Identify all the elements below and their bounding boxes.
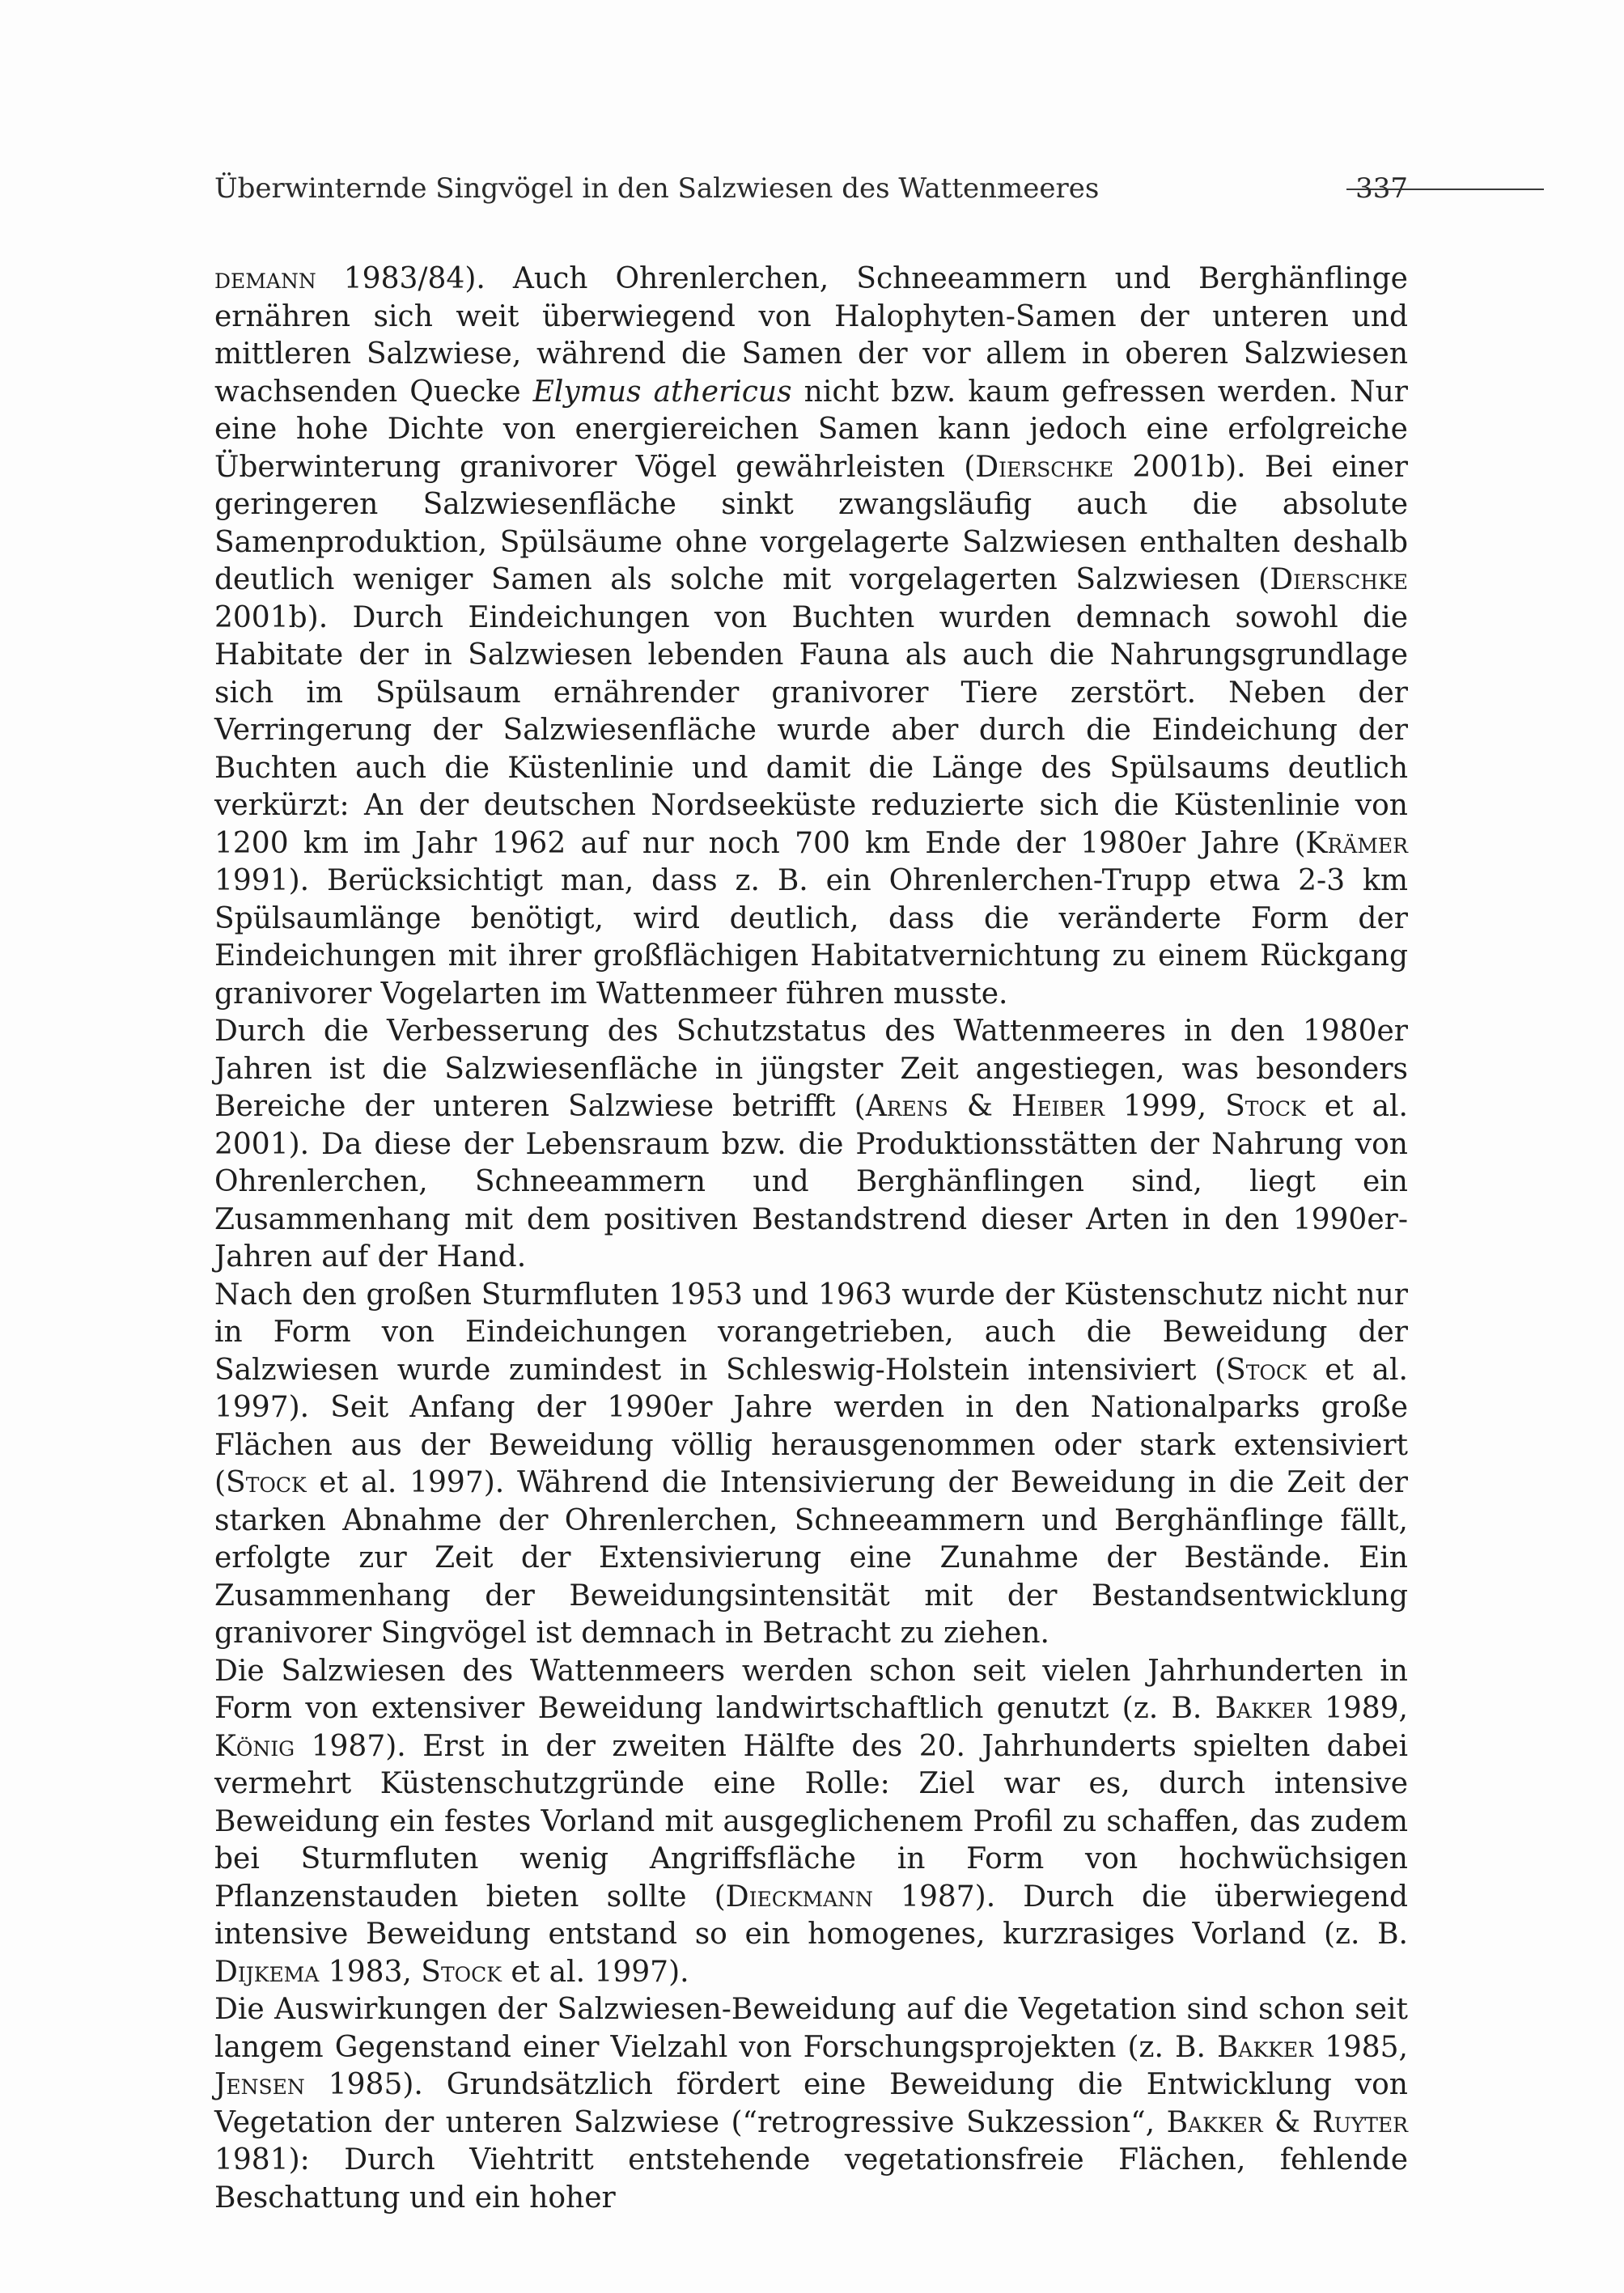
running-header [214,168,1408,209]
paragraph-text: Die Salzwiesen des Wattenmeers werden schon seit vielen Jahrhunderten in Form von extensiver Beweidung landwirtschaftlich genutzt (z. B. [214,1654,1408,1725]
author-citation: Stock [421,1955,502,1989]
paragraph-text: nicht bzw. kaum gefressen werden. Nur eine hohe Dichte von energiereichen Samen kann jedoch eine erfolgreiche Überwinterung granivorer Vögel gewährleisten ( [214,375,1408,484]
body-text [214,261,1408,2217]
paragraph-text: & [948,1090,1011,1123]
paragraph-text: et al. 1997). Seit Anfang der 1990er Jahre werden in den Nationalparks große Flächen aus der Beweidung völlig herausgenommen oder stark extensiviert ( [214,1353,1408,1499]
paragraph-text: 2001b). Durch Eindeichungen von Buchten wurden demnach sowohl die Habitate der in Salzwiesen lebenden Fauna als auch die Nahrungsgrundlage sich im Spülsaum ernährender granivorer Tiere zerstört. Neben der Verringerung der Salzwiesenfläche wurde aber durch die Eindeichung der Buchten auch die Küstenlinie und damit die Länge des Spülsaums deutlich verkürzt: An der deutschen Nordseeküste reduzierte sich die Küstenlinie von 1200 km im Jahr 1962 auf nur noch 700 km Ende der 1980er Jahre ( [214,600,1408,860]
author-citation: Stock [1226,1353,1307,1387]
paragraph-text: 1985). Grundsätzlich fördert eine Beweidung die Entwicklung von Vegetation der unteren Salzwiese (“retrogressive Sukzession“, [214,2068,1408,2139]
paragraph-text: 1987). Durch die überwiegend intensive Beweidung entstand so ein homogenes, kurzrasiges Vorland (z. B. [214,1880,1408,1951]
paragraph-text: et al. 1997). [501,1955,689,1989]
author-citation: Ruyter [1312,2105,1409,2139]
author-citation: Dierschke [1270,563,1408,596]
author-citation: König [214,1729,295,1763]
paragraph-text: et al. 1997). Während die Intensivierung der Beweidung in die Zeit der starken Abnahme der Ohrenlerchen, Schneeammern und Berghänflinge fällt, erfolgte zur Zeit der Extensivierung eine Zunahme der Bestände. Ein Zusammenhang der Beweidungsintensität mit der Bestandsentwicklung granivorer Singvögel ist demnach in Betracht zu ziehen. [214,1466,1408,1650]
paragraph-text: Nach den großen Sturmfluten 1953 und 1963 wurde der Küstenschutz nicht nur in Form von Eindeichungen vorangetrieben, auch die Beweidung der Salzwiesen wurde zumindest in Schleswig-Holstein intensiviert ( [214,1278,1408,1387]
paragraph-text: 1987). Erst in der zweiten Hälfte des 20. Jahrhunderts spielten dabei vermehrt Küstenschutzgründe eine Rolle: Ziel war es, durch intensive Beweidung ein festes Vorland mit ausgeglichenem Profil zu schaffen, das zudem bei Sturmfluten wenig Angriffsfläche in Form von hochwüchsigen Pflanzenstauden bieten sollte ( [214,1729,1408,1914]
paragraph-5 [214,1991,1408,2217]
paragraph-4 [214,1653,1408,1992]
paragraph-3 [214,1277,1408,1653]
paragraph-text: 1991). Berücksichtigt man, dass z. B. ein Ohrenlerchen-Trupp etwa 2-3 km Spülsaumlänge benötigt, wird deutlich, dass die veränderte Form der Eindeichungen mit ihrer großflächigen Habitatvernichtung zu einem Rückgang granivorer Vogelarten im Wattenmeer führen musste. [214,864,1408,1011]
author-citation: Dijkema [214,1955,320,1989]
author-citation: Bakker [1166,2105,1263,2139]
author-citation: Arens [865,1090,948,1123]
paragraph-text: 1985, [1312,2030,1409,2064]
author-citation: Stock [1225,1090,1306,1123]
paragraph-text: 1999, [1104,1090,1226,1123]
paragraph-text: et al. 2001). Da diese der Lebensraum bzw. die Produktionsstätten der Nahrung von Ohrenlerchen, Schneeammern und Berghänflingen sind, liegt ein Zusammenhang mit dem positiven Bestandstrend dieser Arten in den 1990er-Jahren auf der Hand. [214,1090,1409,1274]
author-citation: Dieckmann [725,1880,873,1914]
species-name: Elymus athericus [532,375,792,409]
paragraph-text: 2001b). Bei einer geringeren Salzwiesenfläche sinkt zwangsläufig auch die absolute Samenproduktion, Spülsäume ohne vorgelagerte Salzwiesen enthalten deshalb deutlich weniger Samen als solche mit vorgelagerten Salzwiesen ( [214,450,1408,596]
running-title: Überwinternde Singvögel in den Salzwiesen des Wattenmeeres [214,172,1100,205]
author-citation: Krämer [1305,826,1408,860]
paragraph-1 [214,261,1408,1013]
author-citation: Jensen [214,2068,305,2101]
paragraph-text: 1983/84). Auch Ohrenlerchen, Schneeammern und Berghänflinge ernähren sich weit überwiegend von Halophyten-Samen der unteren und mittleren Salzwiese, während die Samen der vor allem in oberen Salzwiesen wachsenden Quecke [214,262,1408,409]
page-number: 337 [1355,172,1408,205]
paragraph-text: Durch die Verbesserung des Schutzstatus des Wattenmeeres in den 1980er Jahren ist die Salzwiesenfläche in jüngster Zeit angestiegen, was besonders Bereiche der unteren Salzwiese betrifft ( [214,1015,1408,1123]
author-citation: Bakker [1215,1692,1312,1725]
author-citation: Heiber [1011,1090,1105,1123]
author-citation: demann [214,262,316,295]
paragraph-text: 1983, [319,1955,422,1989]
author-citation: Stock [226,1466,307,1499]
paragraph-text: & [1262,2105,1312,2139]
paragraph-text: 1981): Durch Viehtritt entstehende vegetationsfreie Flächen, fehlende Beschattung und ein hoher [214,2143,1408,2215]
author-citation: Bakker [1216,2030,1313,2064]
paragraph-2 [214,1013,1408,1277]
author-citation: Dierschke [975,450,1114,484]
paragraph-text: Die Auswirkungen der Salzwiesen-Beweidung auf die Vegetation sind schon seit langem Gegenstand einer Vielzahl von Forschungsprojekten (z. B. [214,1993,1408,2064]
paragraph-text: 1989, [1311,1692,1408,1725]
